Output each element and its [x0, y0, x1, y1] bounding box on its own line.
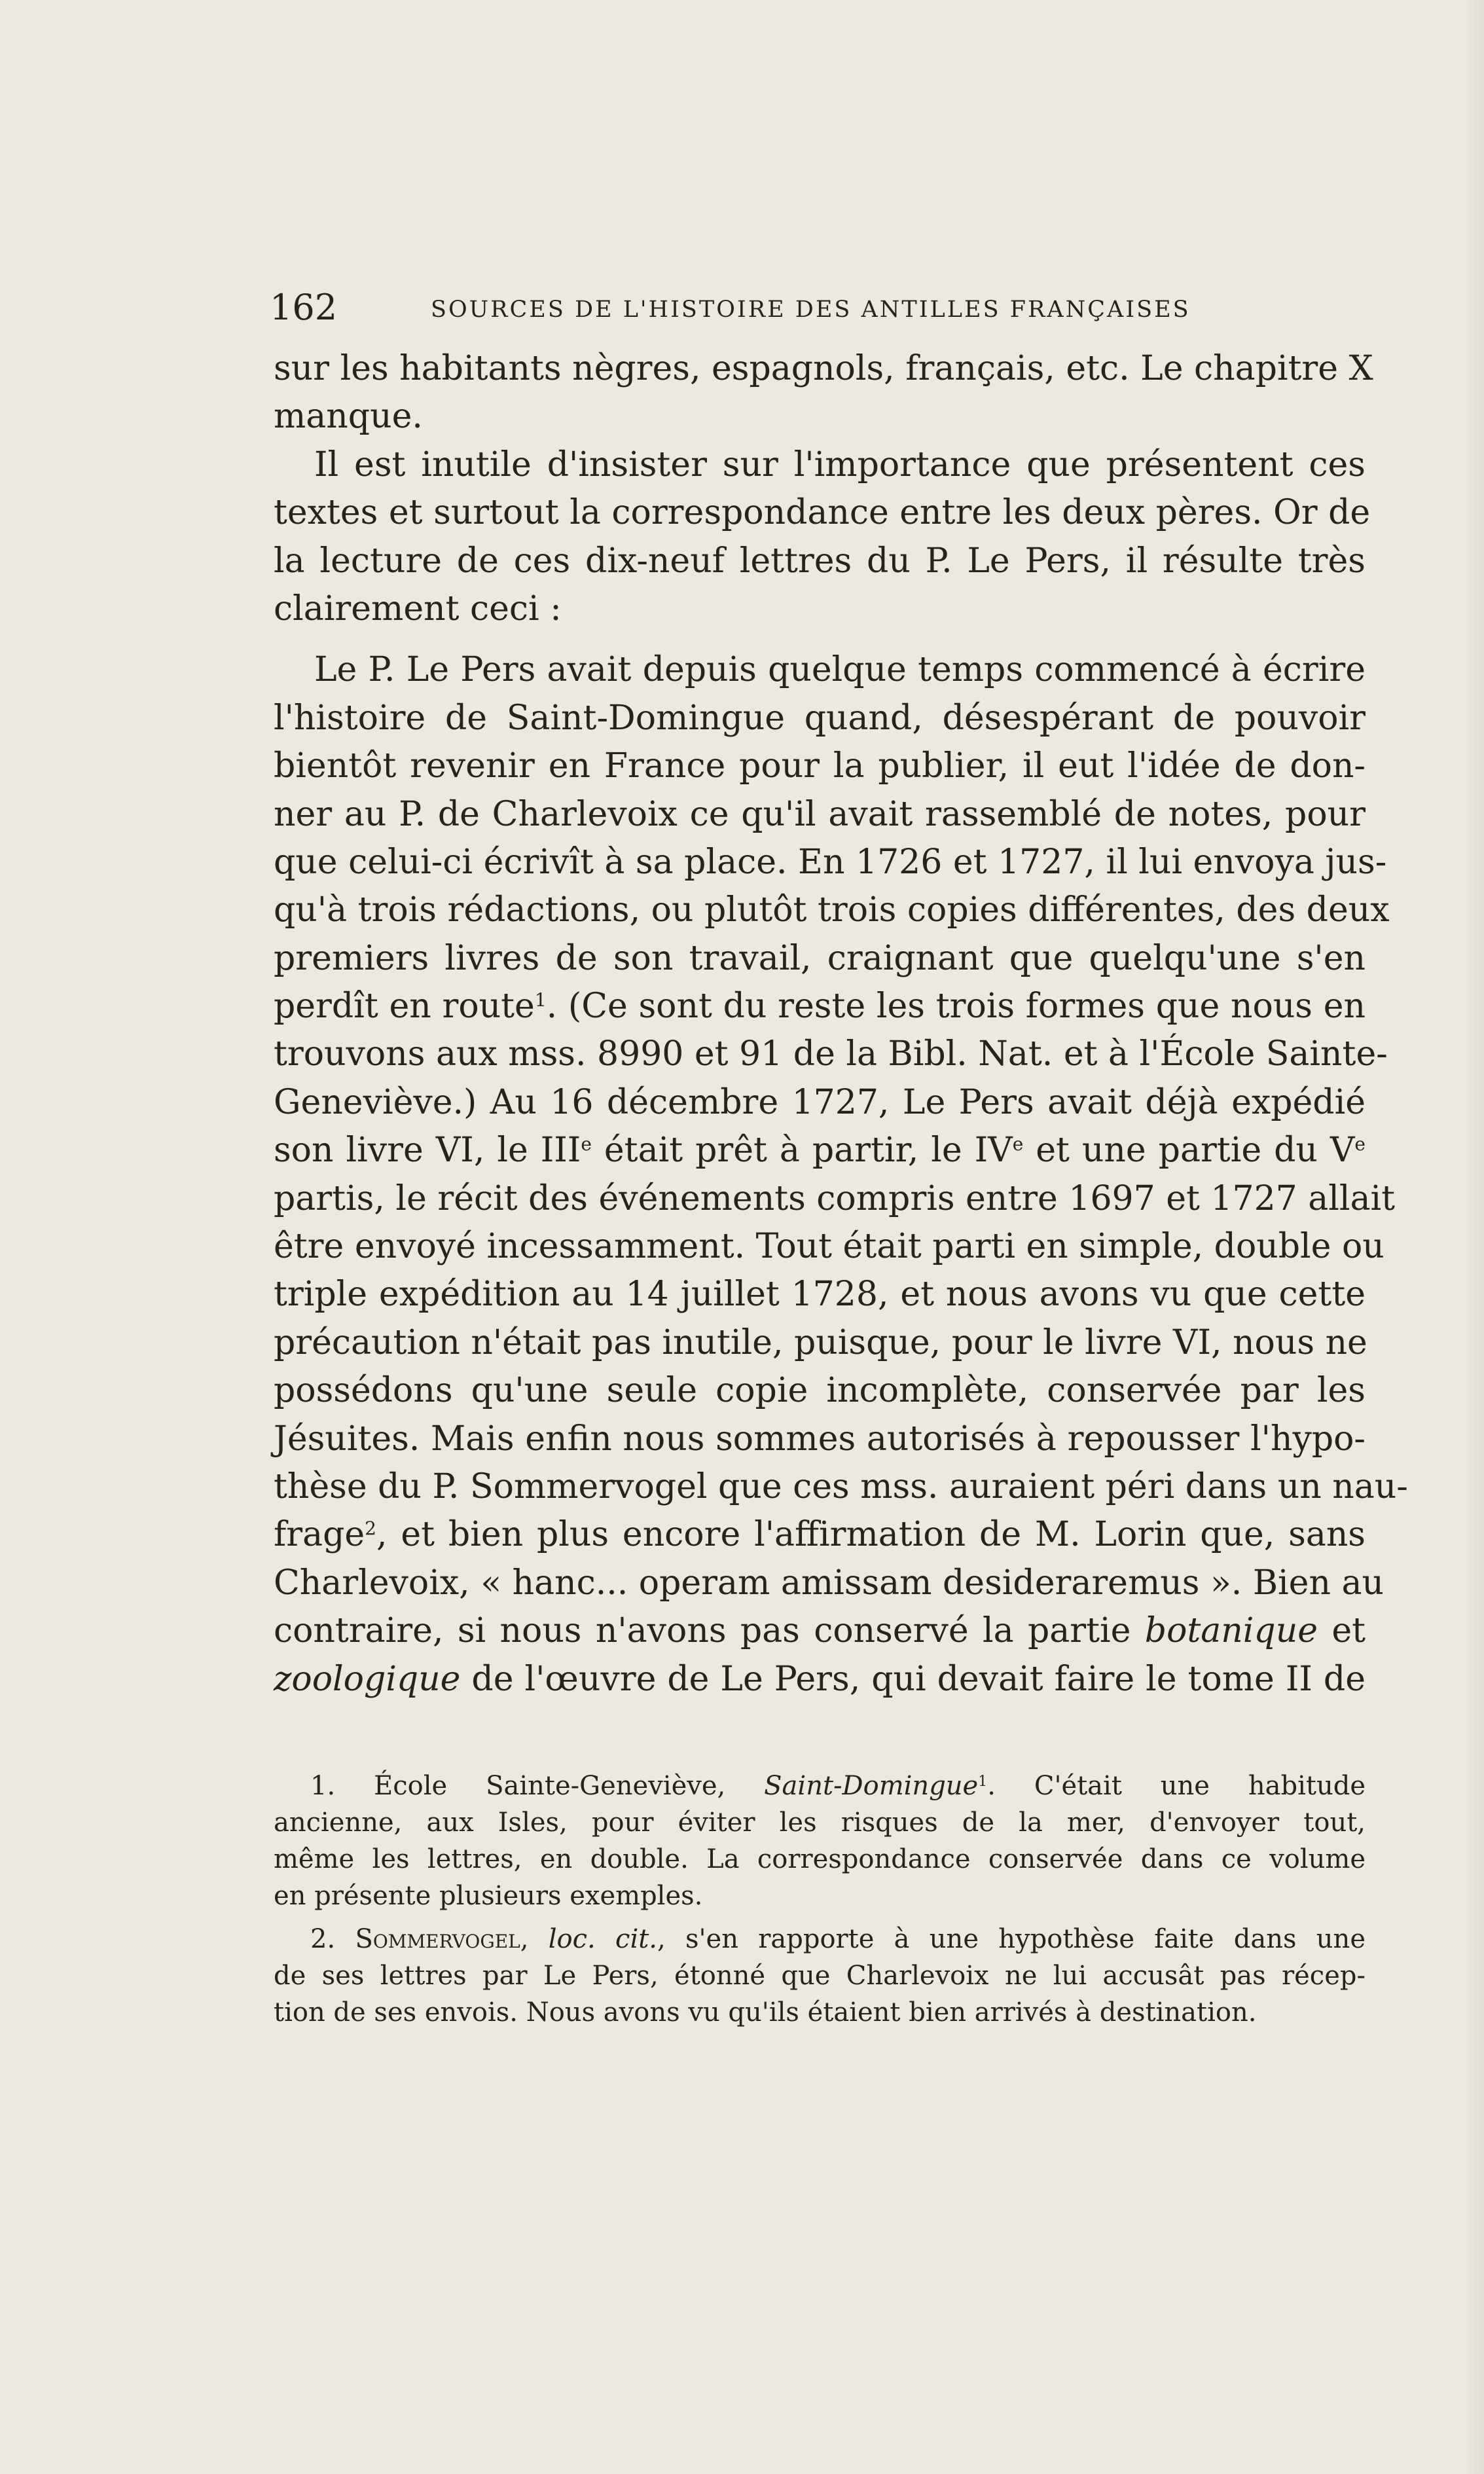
footnote-line — [274, 1921, 1366, 1957]
text-line: être envoyé incessamment. Tout était parti en simple, double ou — [274, 1227, 1384, 1267]
text-line: Charlevoix, « hanc... operam amissam desideraremus ». Bien au — [274, 1563, 1384, 1603]
text-line: thèse du P. Sommervogel que ces mss. auraient péri dans un nau- — [274, 1466, 1408, 1506]
text-line: Il est inutile d'insister sur l'importance que présentent ces — [314, 445, 1366, 484]
page-edge — [1464, 0, 1484, 2474]
text-line: précaution n'était pas inutile, puisque, pour le livre VI, nous ne — [274, 1322, 1367, 1362]
superscript: 1 — [978, 1773, 988, 1790]
text-segment: . (Ce sont du reste les trois formes que nous en — [546, 987, 1366, 1027]
superscript: e — [581, 1133, 592, 1155]
text-line — [274, 983, 1366, 1030]
text-segment: son livre VI, le III — [274, 1131, 581, 1171]
text-segment: et — [1317, 1611, 1366, 1651]
text-segment: frage — [274, 1515, 365, 1555]
italic-term: botanique — [1144, 1611, 1318, 1651]
text-line: l'histoire de Saint-Domingue quand, désespérant de pouvoir — [274, 698, 1366, 738]
text-segment: , — [520, 1924, 549, 1954]
text-segment: et une partie du V — [1023, 1131, 1355, 1171]
text-line: que celui-ci écrivît à sa place. En 1726 et 1727, il lui envoya jus- — [274, 842, 1387, 882]
text-line: la lecture de ces dix-neuf lettres du P. Le Pers, il résulte très — [274, 541, 1366, 581]
text-segment: perdît en route — [274, 987, 535, 1027]
italic-citation: loc. cit. — [548, 1924, 658, 1954]
text-segment: , et bien plus encore l'affirmation de M. Lorin que, sans — [376, 1515, 1366, 1555]
text-line: Le P. Le Pers avait depuis quelque temps commencé à écrire — [314, 650, 1366, 690]
footnote-ref-1: 1 — [534, 989, 547, 1011]
text-segment: de l'œuvre de Le Pers, qui devait faire le tome II de — [460, 1659, 1366, 1699]
text-line — [274, 1511, 1366, 1559]
text-line: triple expédition au 14 juillet 1728, et nous avons vu que cette — [274, 1275, 1366, 1315]
text-line — [274, 1607, 1366, 1655]
page-number: 162 — [270, 287, 338, 328]
footnote-line: ancienne, aux Isles, pour éviter les risques de la mer, d'envoyer tout, — [274, 1808, 1366, 1838]
footnote-line: en présente plusieurs exemples. — [274, 1881, 703, 1911]
text-segment: était prêt à partir, le IV — [591, 1131, 1013, 1171]
footnotes — [274, 1768, 1366, 2031]
superscript: e — [1354, 1133, 1366, 1155]
text-segment: 1. École Sainte-Geneviève, — [310, 1771, 765, 1801]
text-segment: , s'en rapporte à une hypothèse faite dans une — [657, 1924, 1366, 1954]
italic-term: zoologique — [274, 1659, 461, 1699]
text-line: trouvons aux mss. 8990 et 91 de la Bibl. Nat. et à l'École Sainte- — [274, 1034, 1388, 1074]
text-line: textes et surtout la correspondance entre les deux pères. Or de — [274, 493, 1371, 533]
author-name: Sommervogel — [355, 1924, 520, 1954]
text-line: qu'à trois rédactions, ou plutôt trois copies différentes, des deux — [274, 890, 1390, 930]
text-line: Geneviève.) Au 16 décembre 1727, Le Pers avait déjà expédié — [274, 1082, 1366, 1122]
text-line: premiers livres de son travail, craignant que quelqu'une s'en — [274, 938, 1366, 978]
body-text — [274, 345, 1408, 1703]
running-title: SOURCES DE L'HISTOIRE DES ANTILLES FRANÇAISES — [431, 297, 1191, 323]
text-segment: contraire, si nous n'avons pas conservé la partie — [274, 1611, 1145, 1651]
text-line: manque. — [274, 397, 423, 437]
superscript: e — [1012, 1133, 1024, 1155]
footnote-line: de ses lettres par Le Pers, étonné que Charlevoix ne lui accusât pas récep- — [274, 1961, 1366, 1991]
text-line: clairement ceci : — [274, 589, 562, 628]
footnote-line: tion de ses envois. Nous avons vu qu'ils étaient bien arrivés à destination. — [274, 1997, 1257, 2028]
text-segment: . C'était une habitude — [987, 1771, 1366, 1801]
text-line — [274, 1656, 1366, 1703]
text-line: bientôt revenir en France pour la publier, il eut l'idée de don- — [274, 746, 1366, 786]
text-line — [274, 1127, 1366, 1174]
text-line: possédons qu'une seule copie incomplète, conservée par les — [274, 1371, 1366, 1411]
text-line: sur les habitants nègres, espagnols, français, etc. Le chapitre X — [274, 349, 1373, 388]
text-segment: 2. — [310, 1924, 355, 1954]
text-line: ner au P. de Charlevoix ce qu'il avait rassemblé de notes, pour — [274, 794, 1366, 834]
footnote-line: même les lettres, en double. La correspondance conservée dans ce volume — [274, 1844, 1366, 1874]
italic-title: Saint-Domingue — [764, 1771, 979, 1801]
text-line: Jésuites. Mais enfin nous sommes autorisés à repousser l'hypo- — [274, 1419, 1366, 1459]
text-line: partis, le récit des événements compris entre 1697 et 1727 allait — [274, 1178, 1396, 1218]
page-header — [270, 282, 1366, 334]
footnote-ref-2: 2 — [365, 1518, 376, 1540]
footnote-line — [274, 1768, 1366, 1804]
